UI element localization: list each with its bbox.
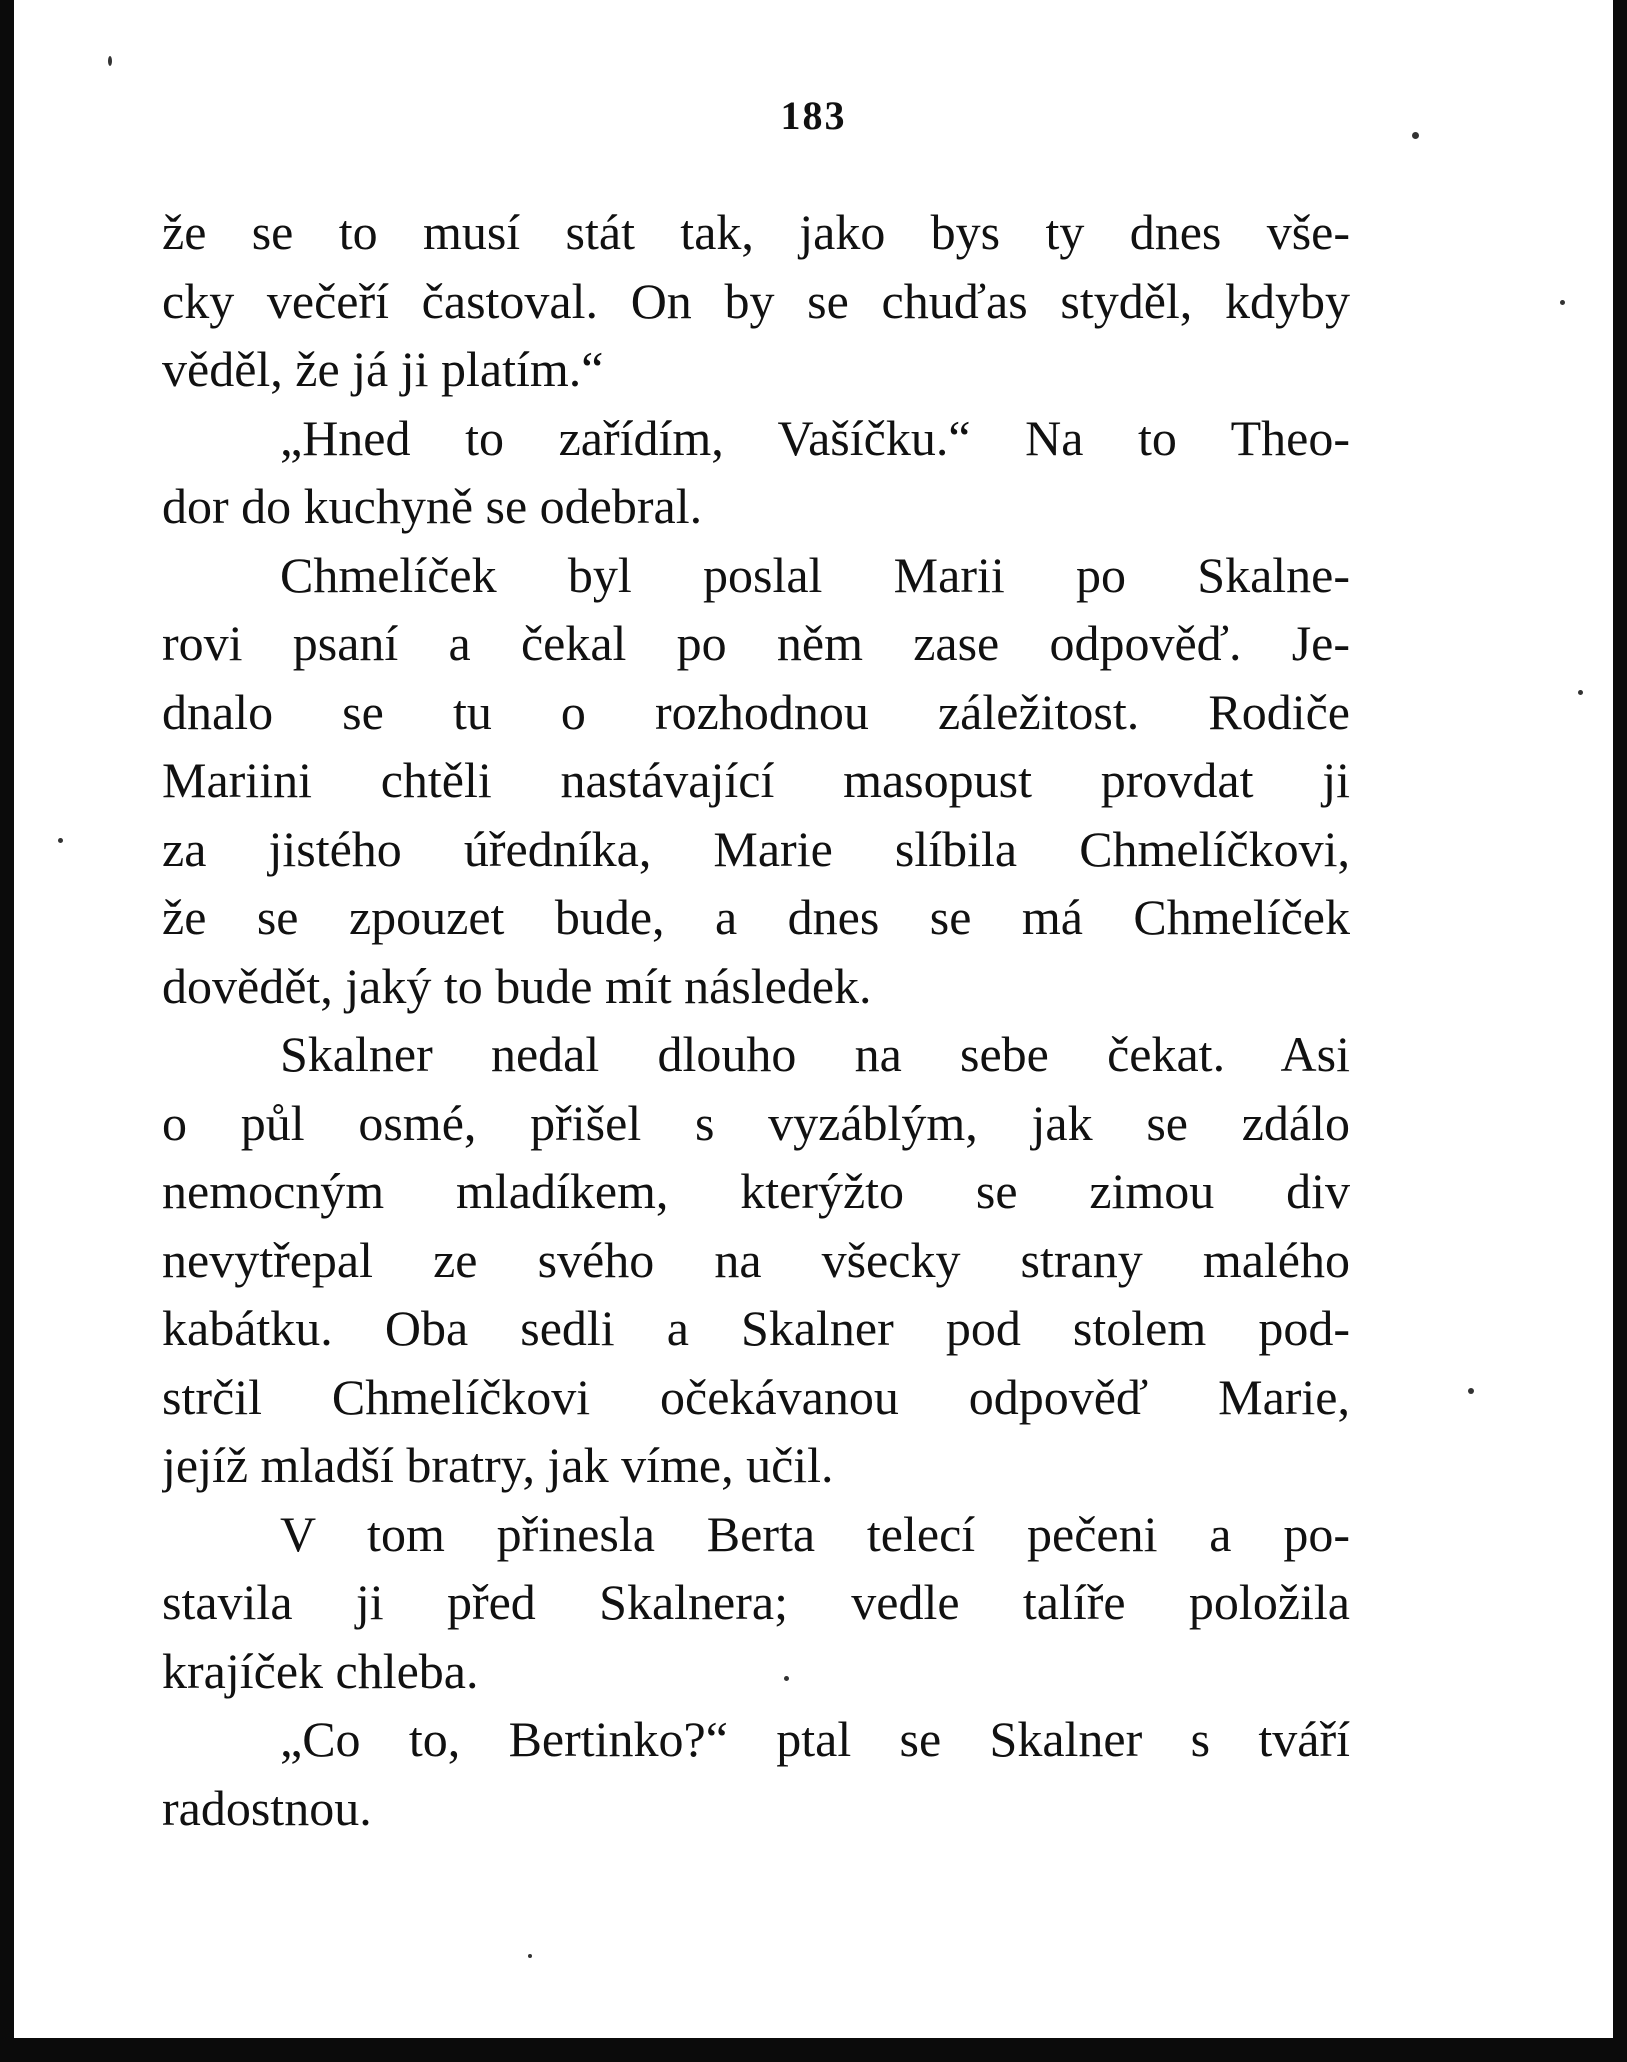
text-line: o půl osmé, přišel s vyzáblým, jak se zdálo: [162, 1094, 1350, 1151]
text-line: nevytřepal ze svého na všecky strany malého: [162, 1231, 1350, 1288]
body-text: [162, 198, 1350, 1842]
text-line: „Hned to zařídím, Vašíčku.“ Na to Theo-: [280, 409, 1350, 466]
text-line: věděl, že já ji platím.“: [162, 341, 604, 397]
text-line: stavila ji před Skalnera; vedle talíře položila: [162, 1574, 1350, 1630]
text-line: že se zpouzet bude, a dnes se má Chmelíček: [162, 889, 1350, 945]
scan-border-bottom: [0, 2038, 1627, 2062]
text-line: kabátku. Oba sedli a Skalner pod stolem pod-: [162, 1300, 1350, 1356]
scan-speck: [58, 838, 63, 843]
text-line: Skalner nedal dlouho na sebe čekat. Asi: [280, 1026, 1350, 1082]
text-line: Mariini chtěli nastávající masopust provdat ji: [162, 752, 1350, 808]
page-number: 183: [780, 93, 847, 138]
scan-speck: [1578, 690, 1583, 695]
text-line: strčil Chmelíčkovi očekávanou odpověď Marie,: [162, 1368, 1350, 1425]
scan-border-left: [0, 0, 14, 2062]
text-line: rovi psaní a čekal po něm zase odpověď. Je-: [162, 615, 1350, 671]
text-line: krajíček chleba.: [162, 1642, 479, 1699]
scan-speck: [1468, 1388, 1474, 1394]
text-line: nemocným mladíkem, kterýžto se zimou div: [162, 1163, 1350, 1219]
text-line: cky večeří častoval. On by se chuďas styděl, kdyby: [162, 272, 1350, 329]
text-line: Chmelíček byl poslal Marii po Skalne-: [280, 546, 1350, 603]
text-line: dor do kuchyně se odebral.: [162, 478, 703, 534]
scan-speck: [1560, 300, 1565, 305]
text-line: za jistého úředníka, Marie slíbila Chmelíčkovi,: [162, 820, 1350, 877]
text-line: dovědět, jaký to bude mít následek.: [162, 957, 872, 1014]
text-line: „Co to, Bertinko?“ ptal se Skalner s tváří: [280, 1711, 1350, 1767]
scan-speck: [528, 1954, 532, 1958]
text-line: jejíž mladší bratry, jak víme, učil.: [162, 1437, 834, 1493]
text-line: že se to musí stát tak, jako bys ty dnes vše-: [162, 204, 1350, 260]
scan-speck: [108, 56, 112, 66]
text-line: dnalo se tu o rozhodnou záležitost. Rodiče: [162, 683, 1350, 740]
scan-speck: [1412, 132, 1419, 139]
scan-border-right: [1613, 0, 1627, 2062]
text-line: V tom přinesla Berta telecí pečeni a po-: [280, 1505, 1350, 1562]
text-line: radostnou.: [162, 1779, 372, 1836]
scan-speck: [784, 1676, 789, 1681]
